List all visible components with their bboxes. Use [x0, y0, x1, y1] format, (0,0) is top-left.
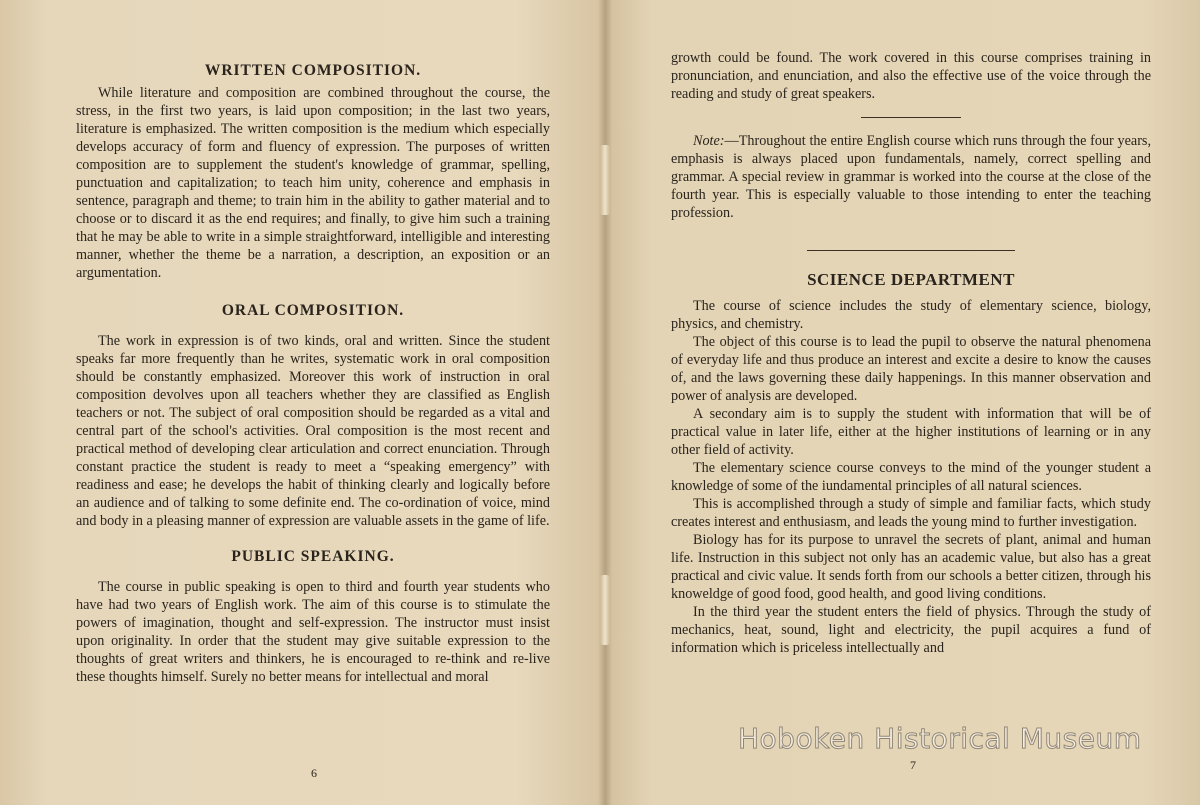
book-gutter: [598, 0, 612, 805]
written-composition-heading: WRITTEN COMPOSITION.: [204, 62, 422, 79]
note-body: —Throughout the entire English course which runs through the four years, emphasis is always placed upon fundamentals, namely, correct spelling and grammar. A special review in grammar is worked into the course at the close of the fourth year. This is especially valuable to those intending to enter the teaching profession.: [671, 133, 1151, 221]
page-number-right: 7: [910, 758, 916, 772]
divider-long: [807, 250, 1015, 251]
binding-staple-bottom: [600, 575, 610, 645]
science-paragraph: The course of science includes the study of elementary science, biology, physics, and chemistry.: [671, 298, 1151, 332]
science-department-heading: SCIENCE DEPARTMENT: [807, 270, 1015, 289]
science-paragraph: This is accomplished through a study of simple and familiar facts, which study creates interest and enthusiasm, and leads the young mind to further investigation.: [671, 496, 1151, 530]
public-speaking-continued: growth could be found. The work covered in this course comprises training in pronunciation, and enunciation, and also the effective use of the voice through the reading and study of great speakers.: [671, 50, 1151, 102]
public-speaking-body: The course in public speaking is open to third and fourth year students who have had two years of English work. The aim of this course is to stimulate the powers of imagination, thought and self-expression. The instructor must insist upon originality. In order that the student may give suitable expression to the thoughts of great writers and thinkers, he is encouraged to re-think and re-live these thoughts himself. Surely no better means for intellectual and moral: [76, 579, 550, 685]
right-page: [605, 0, 1200, 805]
english-note: [671, 132, 1151, 222]
page-number-left: 6: [311, 766, 317, 780]
note-label: Note:: [693, 133, 725, 149]
right-column: [671, 0, 1151, 657]
binding-staple-top: [600, 145, 610, 215]
divider-short: [861, 117, 961, 118]
written-composition-body: While literature and composition are combined throughout the course, the stress, in the first two years, is laid upon composition; in the last two years, literature is emphasized. The written composition is the medium which especially develops accuracy of form and fluency of expression. The purposes of written composition are to supplement the student's knowledge of grammar, spelling, punctuation and capitalization; to teach him unity, coherence and emphasis in sentence, paragraph and theme; to train him in the ability to gather material and to choose or to discard it as the end requires; and finally, to give him such a training that he may be able to write in a simple straightforward, intelligible and interesting manner, whether the theme be a narration, a description, an exposition or an argumentation.: [76, 85, 550, 281]
science-paragraph: In the third year the student enters the field of physics. Through the study of mechanics, heat, sound, light and electricity, the pupil acquires a fund of information which is priceless intellectually and: [671, 604, 1151, 656]
oral-composition-body: The work in expression is of two kinds, oral and written. Since the student speaks far more frequently than he writes, systematic work in oral composition should be constantly emphasized. Moreover this work of instruction in oral composition devolves upon all teachers whether they are classified as English teachers or not. The subject of oral composition should be regarded as a vital and central part of the school's activities. Oral composition is the most recent and practical method of developing clear articulation and correct enunciation. Through constant practice the student is ready to meet a “speaking emergency” with readiness and ease; he develops the habit of thinking clearly and logically before an audience and of talking to some definite end. The co-ordination of voice, mind and body in a pleasing manner of expression are valuable assets in the game of life.: [76, 333, 550, 529]
science-paragraph: A secondary aim is to supply the student with information that will be of practical value in later life, either at the higher institutions of learning or in any other field of activity.: [671, 406, 1151, 458]
oral-composition-heading: ORAL COMPOSITION.: [221, 302, 405, 319]
science-paragraph: Biology has for its purpose to unravel the secrets of plant, animal and human life. Instruction in this subject not only has an academic value, but also has a great practical and civic value. It sends forth from our schools a better citizen, through his knoweldge of good food, good health, and good living conditions.: [671, 532, 1151, 602]
left-column: [76, 0, 550, 686]
public-speaking-heading: PUBLIC SPEAKING.: [231, 548, 395, 565]
museum-watermark: Hoboken Historical Museum: [738, 722, 1142, 755]
science-paragraph: The object of this course is to lead the pupil to observe the natural phenomena of everyday life and thus produce an interest and excite a desire to know the causes of, and the laws governing these daily happenings. In this manner observation and power of analysis are developed.: [671, 334, 1151, 404]
science-paragraph: The elementary science course conveys to the mind of the younger student a knowledge of some of the iundamental principles of all natural sciences.: [671, 460, 1151, 494]
